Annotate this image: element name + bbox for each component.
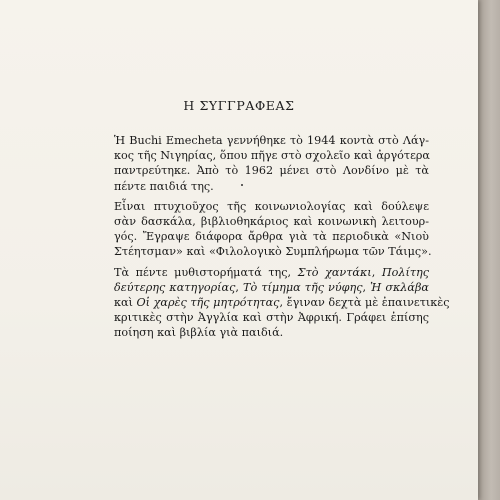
bio-paragraph-3 <box>104 265 450 341</box>
text-line <box>104 295 450 310</box>
bio-paragraph-1 <box>104 133 429 194</box>
print-speck <box>241 184 243 186</box>
text-line <box>104 310 429 325</box>
text-line <box>104 265 429 280</box>
text-line: γός. Ἔγραψε διάφορα ἄρθρα γιὰ τὰ περιοδικὰ «Νιοὺ <box>114 230 429 244</box>
text-run: καὶ <box>114 296 137 310</box>
book-title: Ἡ σκλάβα <box>370 280 429 294</box>
page-heading: Η ΣΥΓΓΡΑΦΕΑΣ <box>183 98 295 113</box>
background-surface <box>478 0 500 500</box>
book-title: Οἱ χαρὲς τῆς μητρότητας <box>136 296 280 310</box>
author-bio <box>104 133 450 346</box>
text-line: πέντε παιδιά της. <box>114 179 214 193</box>
text-line: παντρεύτηκε. Ἀπὸ τὸ 1962 μένει στὸ Λονδίνο μὲ τὰ <box>114 164 429 178</box>
text-line: Ἡ Buchi Emecheta γεννήθηκε τὸ 1944 κοντὰ στὸ Λάγ- <box>114 134 429 147</box>
text-run: , <box>362 280 371 294</box>
text-line: κος τῆς Νιγηρίας, ὅπου πῆγε στὸ σχολεῖο καὶ ἀργότερα <box>114 149 430 163</box>
text-run: , <box>235 280 244 294</box>
text-line: Εἶναι πτυχιοῦχος τῆς κοινωνιολογίας καὶ δούλεψε <box>114 199 429 213</box>
book-title: Πολίτης <box>381 265 429 279</box>
text-run: , <box>371 265 382 279</box>
text-run: κριτικὲς στὴν Ἀγγλία καὶ στὴν Ἀφρική. Γράφει ἐπίσης <box>114 311 429 325</box>
text-run: Τὰ πέντε μυθιστορήματά της, <box>114 265 298 279</box>
text-line: Στέητσμαν» καὶ «Φιλολογικὸ Συμπλήρωμα τῶν Τάιμς». <box>114 245 432 259</box>
bio-paragraph-2 <box>104 199 432 260</box>
text-run: , ἔγιναν δεχτὰ μὲ ἐπαινετικὲς <box>279 296 450 310</box>
book-title: Τὸ τίμημα τῆς νύφης <box>243 280 363 294</box>
text-line <box>104 325 429 340</box>
text-line: σὰν δασκάλα, βιβλιοθηκάριος καὶ κοινωνικὴ λειτουρ- <box>114 215 429 229</box>
book-title: Στὸ χαντάκι <box>297 265 372 279</box>
text-line <box>104 280 429 295</box>
text-run: ποίηση καὶ βιβλία γιὰ παιδιά. <box>114 326 284 340</box>
book-title: δεύτερης κατηγορίας <box>114 280 236 294</box>
